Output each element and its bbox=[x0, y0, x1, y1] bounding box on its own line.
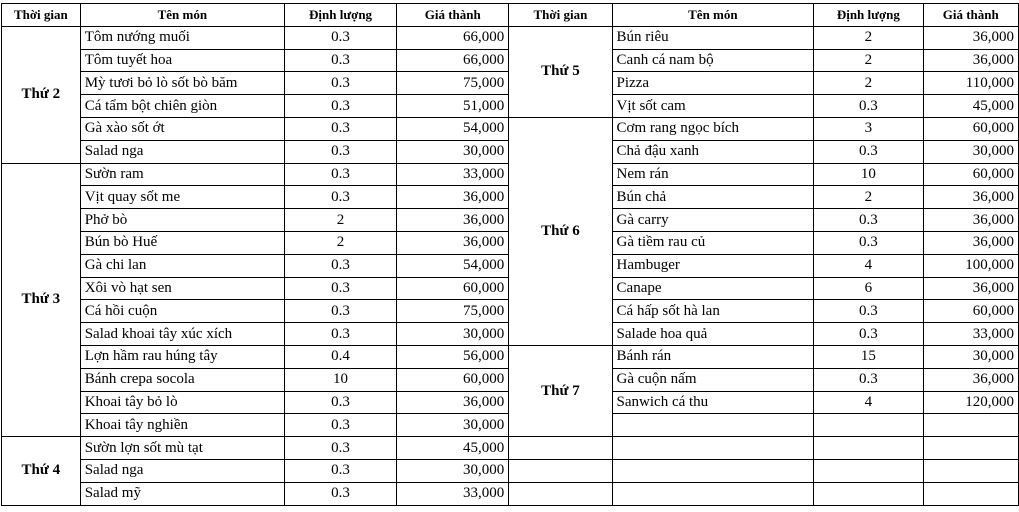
dish-qty: 0.3 bbox=[284, 186, 396, 209]
dish-price: 30,000 bbox=[397, 414, 509, 437]
dish-qty: 0.3 bbox=[814, 209, 923, 232]
dish-price: 30,000 bbox=[397, 140, 509, 163]
dish-price: 36,000 bbox=[923, 368, 1018, 391]
dish-qty: 0.3 bbox=[284, 437, 396, 460]
dish-name: Salad nga bbox=[80, 140, 284, 163]
day-cell-sat: Thứ 7 bbox=[509, 345, 612, 436]
dish-price: 33,000 bbox=[397, 163, 509, 186]
dish-qty: 0.3 bbox=[284, 323, 396, 346]
dish-qty: 0.3 bbox=[284, 140, 396, 163]
dish-qty: 2 bbox=[284, 231, 396, 254]
weekly-menu-table bbox=[1, 3, 1019, 506]
dish-name: Bánh crepa socola bbox=[80, 368, 284, 391]
empty-cell bbox=[923, 482, 1018, 505]
empty-cell bbox=[814, 459, 923, 482]
dish-price: 36,000 bbox=[397, 186, 509, 209]
dish-name: Sườn ram bbox=[80, 163, 284, 186]
dish-name: Cơm rang ngọc bích bbox=[612, 117, 814, 140]
dish-price: 30,000 bbox=[397, 459, 509, 482]
dish-name: Canh cá nam bộ bbox=[612, 49, 814, 72]
dish-price: 36,000 bbox=[397, 231, 509, 254]
empty-cell bbox=[814, 414, 923, 437]
dish-price: 51,000 bbox=[397, 95, 509, 118]
empty-cell bbox=[612, 437, 814, 460]
dish-name: Gà xào sốt ớt bbox=[80, 117, 284, 140]
dish-price: 60,000 bbox=[397, 368, 509, 391]
dish-price: 36,000 bbox=[923, 186, 1018, 209]
dish-qty: 2 bbox=[814, 49, 923, 72]
dish-name: Salade hoa quả bbox=[612, 323, 814, 346]
dish-qty: 0.3 bbox=[284, 300, 396, 323]
dish-qty: 0.4 bbox=[284, 345, 396, 368]
table-row bbox=[2, 482, 1019, 505]
dish-name: Tôm tuyết hoa bbox=[80, 49, 284, 72]
header-qty-left: Định lượng bbox=[284, 4, 396, 27]
dish-name: Vịt sốt cam bbox=[612, 95, 814, 118]
dish-price: 60,000 bbox=[397, 277, 509, 300]
dish-name: Chả đậu xanh bbox=[612, 140, 814, 163]
dish-qty: 0.3 bbox=[814, 368, 923, 391]
dish-name: Bún riêu bbox=[612, 26, 814, 49]
dish-qty: 2 bbox=[814, 26, 923, 49]
dish-price: 45,000 bbox=[923, 95, 1018, 118]
dish-price: 66,000 bbox=[397, 49, 509, 72]
header-price-right: Giá thành bbox=[923, 4, 1018, 27]
dish-price: 30,000 bbox=[923, 140, 1018, 163]
dish-name: Canape bbox=[612, 277, 814, 300]
dish-qty: 0.3 bbox=[814, 323, 923, 346]
dish-qty: 6 bbox=[814, 277, 923, 300]
dish-name: Xôi vò hạt sen bbox=[80, 277, 284, 300]
dish-name: Tôm nướng muối bbox=[80, 26, 284, 49]
dish-qty: 2 bbox=[284, 209, 396, 232]
table-row bbox=[2, 459, 1019, 482]
empty-cell bbox=[923, 437, 1018, 460]
dish-qty: 0.3 bbox=[284, 26, 396, 49]
dish-qty: 2 bbox=[814, 72, 923, 95]
table-row bbox=[2, 26, 1019, 49]
dish-name: Gà chi lan bbox=[80, 254, 284, 277]
empty-cell bbox=[814, 482, 923, 505]
dish-qty: 10 bbox=[284, 368, 396, 391]
dish-qty: 0.3 bbox=[814, 300, 923, 323]
dish-price: 100,000 bbox=[923, 254, 1018, 277]
day-cell-tue: Thứ 3 bbox=[2, 163, 81, 437]
dish-qty: 0.3 bbox=[284, 254, 396, 277]
dish-price: 33,000 bbox=[397, 482, 509, 505]
empty-cell bbox=[612, 482, 814, 505]
empty-cell bbox=[509, 437, 612, 460]
dish-qty: 0.3 bbox=[284, 95, 396, 118]
dish-price: 75,000 bbox=[397, 72, 509, 95]
dish-price: 66,000 bbox=[397, 26, 509, 49]
dish-name: Khoai tây nghiền bbox=[80, 414, 284, 437]
dish-name: Sanwich cá thu bbox=[612, 391, 814, 414]
empty-cell bbox=[612, 459, 814, 482]
empty-cell bbox=[814, 437, 923, 460]
dish-qty: 0.3 bbox=[284, 49, 396, 72]
dish-price: 36,000 bbox=[397, 391, 509, 414]
dish-name: Bánh rán bbox=[612, 345, 814, 368]
table-row bbox=[2, 437, 1019, 460]
empty-cell bbox=[509, 459, 612, 482]
dish-name: Gà carry bbox=[612, 209, 814, 232]
empty-cell bbox=[509, 482, 612, 505]
dish-name: Hambuger bbox=[612, 254, 814, 277]
dish-qty: 0.3 bbox=[284, 414, 396, 437]
dish-name: Vịt quay sốt me bbox=[80, 186, 284, 209]
dish-price: 30,000 bbox=[397, 323, 509, 346]
table-row bbox=[2, 117, 1019, 140]
dish-qty: 10 bbox=[814, 163, 923, 186]
dish-name: Salad khoai tây xúc xích bbox=[80, 323, 284, 346]
dish-qty: 0.3 bbox=[284, 391, 396, 414]
dish-price: 36,000 bbox=[923, 231, 1018, 254]
day-cell-thu: Thứ 5 bbox=[509, 26, 612, 117]
dish-qty: 0.3 bbox=[284, 459, 396, 482]
dish-qty: 0.3 bbox=[814, 140, 923, 163]
dish-price: 60,000 bbox=[923, 163, 1018, 186]
dish-qty: 3 bbox=[814, 117, 923, 140]
empty-cell bbox=[923, 414, 1018, 437]
dish-name: Lợn hầm rau húng tây bbox=[80, 345, 284, 368]
dish-qty: 4 bbox=[814, 391, 923, 414]
dish-qty: 0.3 bbox=[284, 72, 396, 95]
dish-price: 75,000 bbox=[397, 300, 509, 323]
dish-price: 45,000 bbox=[397, 437, 509, 460]
dish-name: Sườn lợn sốt mù tạt bbox=[80, 437, 284, 460]
dish-qty: 0.3 bbox=[814, 231, 923, 254]
dish-price: 36,000 bbox=[923, 26, 1018, 49]
dish-price: 30,000 bbox=[923, 345, 1018, 368]
empty-cell bbox=[612, 414, 814, 437]
dish-qty: 0.3 bbox=[814, 95, 923, 118]
dish-qty: 4 bbox=[814, 254, 923, 277]
header-row bbox=[2, 4, 1019, 27]
day-cell-mon: Thứ 2 bbox=[2, 26, 81, 163]
dish-name: Salad mỹ bbox=[80, 482, 284, 505]
dish-qty: 15 bbox=[814, 345, 923, 368]
dish-qty: 2 bbox=[814, 186, 923, 209]
dish-name: Nem rán bbox=[612, 163, 814, 186]
header-qty-right: Định lượng bbox=[814, 4, 923, 27]
dish-name: Gà cuộn nấm bbox=[612, 368, 814, 391]
day-cell-wed: Thứ 4 bbox=[2, 437, 81, 505]
dish-name: Cá hấp sốt hà lan bbox=[612, 300, 814, 323]
dish-name: Pizza bbox=[612, 72, 814, 95]
dish-qty: 0.3 bbox=[284, 163, 396, 186]
empty-cell bbox=[923, 459, 1018, 482]
table-row bbox=[2, 345, 1019, 368]
day-cell-fri: Thứ 6 bbox=[509, 117, 612, 345]
header-time-left: Thời gian bbox=[2, 4, 81, 27]
dish-price: 36,000 bbox=[923, 209, 1018, 232]
dish-price: 54,000 bbox=[397, 117, 509, 140]
dish-name: Cá hồi cuộn bbox=[80, 300, 284, 323]
dish-price: 36,000 bbox=[923, 277, 1018, 300]
dish-qty: 0.3 bbox=[284, 482, 396, 505]
dish-name: Phở bò bbox=[80, 209, 284, 232]
dish-name: Cá tẩm bột chiên giòn bbox=[80, 95, 284, 118]
header-time-right: Thời gian bbox=[509, 4, 612, 27]
header-dish-right: Tên món bbox=[612, 4, 814, 27]
dish-name: Mỳ tươi bỏ lò sốt bò băm bbox=[80, 72, 284, 95]
dish-price: 36,000 bbox=[923, 49, 1018, 72]
dish-name: Salad nga bbox=[80, 459, 284, 482]
dish-qty: 0.3 bbox=[284, 277, 396, 300]
dish-name: Khoai tây bỏ lò bbox=[80, 391, 284, 414]
dish-price: 60,000 bbox=[923, 300, 1018, 323]
dish-name: Bún chả bbox=[612, 186, 814, 209]
dish-price: 54,000 bbox=[397, 254, 509, 277]
dish-name: Gà tiềm rau củ bbox=[612, 231, 814, 254]
dish-price: 110,000 bbox=[923, 72, 1018, 95]
dish-price: 56,000 bbox=[397, 345, 509, 368]
dish-price: 33,000 bbox=[923, 323, 1018, 346]
dish-name: Bún bò Huế bbox=[80, 231, 284, 254]
dish-price: 60,000 bbox=[923, 117, 1018, 140]
dish-price: 36,000 bbox=[397, 209, 509, 232]
header-dish-left: Tên món bbox=[80, 4, 284, 27]
header-price-left: Giá thành bbox=[397, 4, 509, 27]
dish-qty: 0.3 bbox=[284, 117, 396, 140]
dish-price: 120,000 bbox=[923, 391, 1018, 414]
